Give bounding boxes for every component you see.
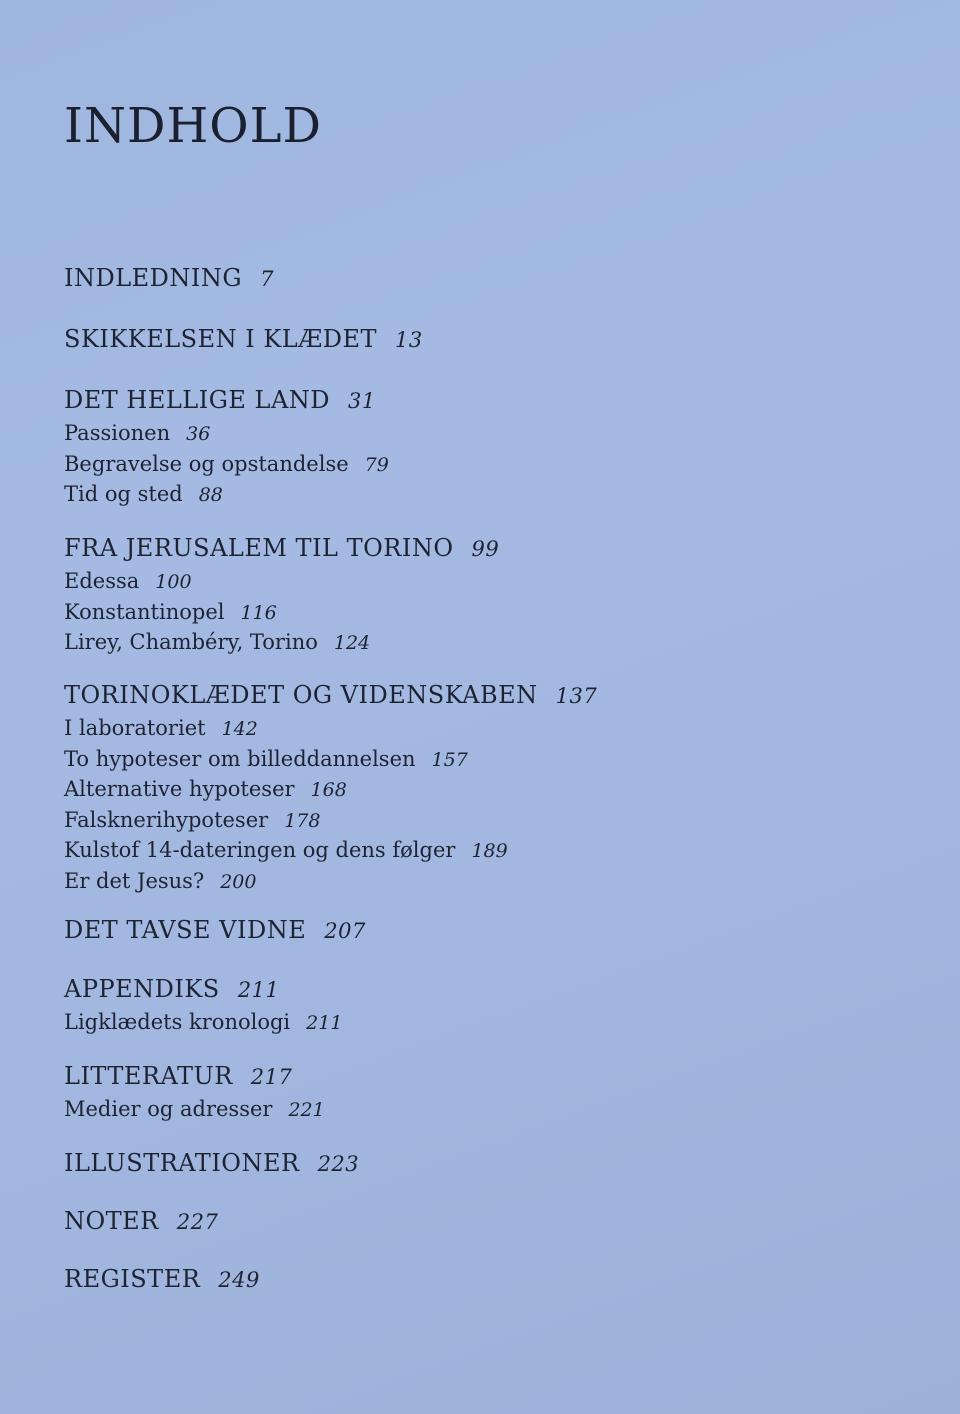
toc-page-number: 217 <box>250 1065 293 1089</box>
toc-section-heading <box>64 1060 884 1093</box>
toc-page-number: 249 <box>218 1268 260 1292</box>
toc-page-number: 223 <box>317 1152 360 1176</box>
toc-subentry-label: Passionen <box>64 421 171 445</box>
toc-section <box>64 1060 884 1126</box>
toc-section-label: APPENDIKS <box>64 975 220 1003</box>
toc-subentry <box>64 598 884 629</box>
toc-subentry-label: Lirey, Chambéry, Torino <box>64 630 318 654</box>
toc-section <box>64 262 884 295</box>
toc-subentry-label: Medier og adresser <box>64 1097 273 1121</box>
toc-page-number: 79 <box>364 453 389 476</box>
toc-section-heading <box>64 679 884 712</box>
toc-section <box>64 973 884 1039</box>
toc-subentry <box>64 714 884 745</box>
toc-page-number: 116 <box>240 601 277 624</box>
toc-section-heading <box>64 914 884 947</box>
toc-section-heading <box>64 262 884 295</box>
toc-subentry <box>64 806 884 837</box>
toc-page-number: 36 <box>186 423 211 445</box>
toc-section-label: INDLEDNING <box>64 264 243 292</box>
toc-section-label: FRA JERUSALEM TIL TORINO <box>64 534 454 562</box>
toc-section-label: DET HELLIGE LAND <box>64 386 331 414</box>
toc-subentry-label: Alternative hypoteser <box>64 777 295 801</box>
toc-section-heading <box>64 1263 884 1296</box>
toc-subentry <box>64 745 884 776</box>
toc-section <box>64 914 884 947</box>
toc-page-number: 189 <box>471 840 508 862</box>
toc-section-label: NOTER <box>64 1207 159 1235</box>
toc-page-number: 211 <box>306 1012 343 1034</box>
toc-subentry-label: Begravelse og opstandelse <box>64 451 349 476</box>
toc-page-number: 157 <box>431 748 468 771</box>
toc-subentry <box>64 1008 884 1039</box>
toc-subentry <box>64 775 884 806</box>
toc-page-number: 200 <box>220 870 257 893</box>
toc-section-heading <box>64 532 884 565</box>
toc-section <box>64 323 884 356</box>
toc-subentry-label: I laboratoriet <box>64 716 206 740</box>
toc-page-number: 227 <box>176 1210 219 1234</box>
toc-page-number: 221 <box>288 1099 325 1121</box>
toc-page-number: 88 <box>198 484 223 506</box>
toc-section <box>64 1205 884 1238</box>
toc-section-heading <box>64 323 884 356</box>
toc-subentry-label: Ligklædets kronologi <box>64 1010 291 1034</box>
toc-subentry-label: Er det Jesus? <box>64 868 205 893</box>
toc-page-number: 137 <box>555 684 598 708</box>
toc-page-number: 99 <box>471 537 500 561</box>
page-title: INDHOLD <box>64 98 323 154</box>
toc-page-number: 142 <box>221 718 258 740</box>
toc-subentry-label: Falsknerihypoteser <box>64 807 269 832</box>
toc-page-number: 211 <box>237 978 280 1002</box>
toc-section <box>64 679 884 897</box>
toc-section-heading <box>64 384 884 417</box>
toc-page-number: 31 <box>348 389 376 413</box>
toc-page-number: 7 <box>260 267 274 291</box>
toc-subentry <box>64 419 884 450</box>
toc-section <box>64 1263 884 1296</box>
toc-page-number: 168 <box>310 779 347 801</box>
toc-subentry-label: Edessa <box>64 569 140 593</box>
toc-section <box>64 1147 884 1180</box>
toc-subentry-label: To hypoteser om billeddannelsen <box>64 746 416 771</box>
toc-section-label: REGISTER <box>64 1265 201 1293</box>
toc-section-label: SKIKKELSEN I KLÆDET <box>64 325 378 353</box>
toc-page-number: 100 <box>155 571 192 593</box>
toc-subentry <box>64 836 884 867</box>
toc-section <box>64 532 884 659</box>
toc-subentry <box>64 867 884 898</box>
toc-subentry-label: Konstantinopel <box>64 599 225 624</box>
toc-subentry <box>64 1095 884 1126</box>
toc-subentry-label: Kulstof 14-dateringen og dens følger <box>64 838 456 862</box>
toc-subentry <box>64 628 884 659</box>
toc-section <box>64 384 884 511</box>
toc-section-label: TORINOKLÆDET OG VIDENSKABEN <box>64 681 538 709</box>
toc-page-number: 207 <box>324 919 366 943</box>
toc-section-label: DET TAVSE VIDNE <box>64 916 307 944</box>
toc-section-label: ILLUSTRATIONER <box>64 1149 300 1177</box>
toc-page-number: 13 <box>395 328 423 352</box>
toc-page-number: 178 <box>284 809 321 832</box>
toc-subentry-label: Tid og sted <box>64 482 183 506</box>
toc-section-heading <box>64 1147 884 1180</box>
toc-section-heading <box>64 1205 884 1238</box>
toc-subentry <box>64 480 884 511</box>
toc-page-number: 124 <box>333 632 371 654</box>
toc-section-label: LITTERATUR <box>64 1062 233 1090</box>
toc-subentry <box>64 567 884 598</box>
toc-section-heading <box>64 973 884 1006</box>
toc-subentry <box>64 450 884 481</box>
